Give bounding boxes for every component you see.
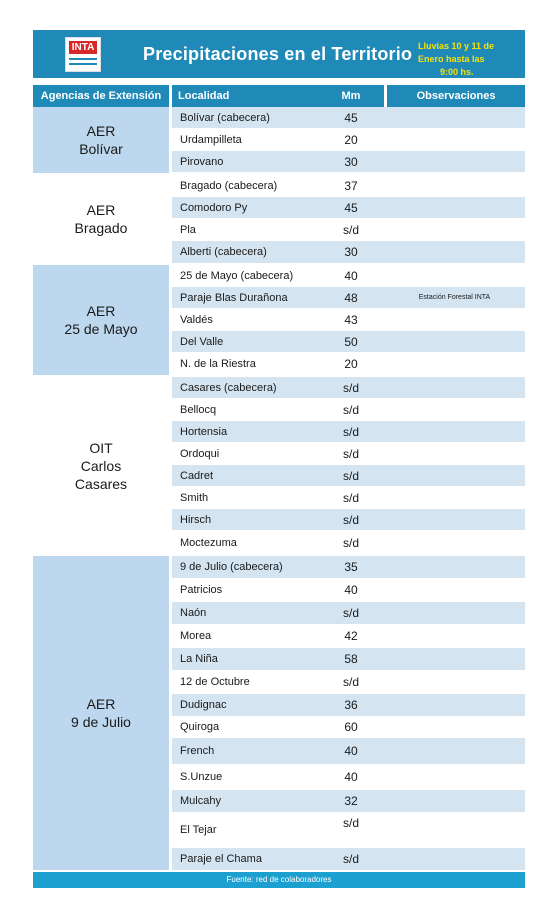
- locality-cell: Cadret: [180, 469, 214, 482]
- table-row: [172, 353, 525, 375]
- table-row: [172, 579, 525, 601]
- table-row: [172, 648, 525, 670]
- locality-cell: Casares (cabecera): [180, 381, 277, 394]
- table-row: [172, 465, 525, 486]
- column-header-locality: Localidad: [172, 85, 318, 107]
- table-row: [172, 509, 525, 530]
- table-row: [172, 790, 525, 812]
- inta-logo: [65, 37, 101, 72]
- mm-cell: 45: [344, 110, 358, 125]
- agency-name: 9 de Julio: [71, 714, 131, 730]
- mm-cell: 20: [344, 357, 358, 371]
- mm-cell: 50: [344, 334, 358, 349]
- mm-cell: s/d: [342, 446, 359, 461]
- mm-cell: s/d: [342, 222, 359, 237]
- mm-cell: s/d: [342, 852, 359, 866]
- locality-cell: Hortensia: [180, 425, 228, 438]
- agency-type: AER: [86, 202, 116, 218]
- locality-cell: Mulcahy: [180, 795, 221, 807]
- mm-cell: 40: [344, 583, 358, 597]
- table-row: [172, 377, 525, 398]
- observations-cell: Estación Forestal INTA: [418, 294, 491, 301]
- note-line-3: 9:00 hs.: [440, 67, 474, 77]
- mm-cell: 48: [344, 290, 358, 305]
- table-row: [172, 421, 525, 442]
- logo-stripe: [69, 58, 97, 60]
- agency-type: AER: [86, 696, 116, 712]
- table-row: [172, 399, 525, 420]
- agency-cell: [33, 377, 169, 554]
- note-line-1: Lluvias 10 y 11 de: [418, 41, 495, 51]
- locality-cell: Naón: [180, 607, 207, 619]
- agency-type: OIT: [89, 439, 113, 456]
- locality-cell: N. de la Riestra: [180, 358, 256, 370]
- mm-cell: 20: [344, 132, 358, 147]
- locality-cell: Del Valle: [180, 335, 224, 348]
- table-row: [172, 151, 525, 172]
- agency-name: Bolívar: [79, 141, 123, 157]
- table-row: [172, 331, 525, 352]
- locality-cell: Urdampilleta: [180, 133, 242, 146]
- locality-cell: 12 de Octubre: [180, 676, 250, 688]
- agency-name: Bragado: [74, 220, 128, 236]
- column-header-mm: Mm: [318, 85, 384, 107]
- mm-cell: s/d: [342, 380, 359, 395]
- locality-cell: 25 de Mayo (cabecera): [180, 269, 294, 282]
- logo-stripe: [69, 63, 97, 65]
- locality-cell: Alberti (cabecera): [180, 246, 267, 258]
- table-row: [172, 219, 525, 240]
- locality-cell: Moctezuma: [180, 536, 237, 549]
- mm-cell: s/d: [342, 675, 359, 689]
- mm-cell: 32: [344, 794, 358, 808]
- source-footer: Fuente: red de colaboradores: [33, 872, 525, 888]
- table-row: [172, 487, 525, 508]
- mm-cell: s/d: [342, 490, 359, 505]
- mm-cell: 37: [344, 178, 358, 193]
- locality-cell: El Tejar: [180, 824, 217, 836]
- mm-cell: 30: [344, 154, 358, 169]
- table-row: [172, 107, 525, 128]
- mm-cell: 30: [344, 245, 358, 259]
- table-row: [172, 625, 525, 647]
- table-row: [172, 531, 525, 554]
- mm-cell: 40: [344, 268, 358, 283]
- table-row: [172, 175, 525, 196]
- agency-name-line-2: Casares: [74, 475, 128, 492]
- table-row: [172, 287, 525, 308]
- header-note: [418, 40, 518, 79]
- mm-cell: s/d: [342, 535, 359, 550]
- mm-cell: 43: [344, 312, 358, 327]
- header-banner: [33, 30, 525, 78]
- table-row: [172, 813, 525, 847]
- mm-cell: s/d: [342, 816, 359, 830]
- locality-cell: Paraje Blas Durañona: [180, 291, 288, 304]
- mm-cell: s/d: [342, 402, 359, 417]
- table-row: [172, 556, 525, 578]
- table-row: [172, 602, 525, 624]
- mm-cell: 58: [344, 652, 358, 666]
- agency-name: Carlos: [80, 457, 122, 474]
- locality-cell: 9 de Julio (cabecera): [180, 561, 283, 573]
- locality-cell: Comodoro Py: [180, 201, 248, 214]
- table-row: [172, 848, 525, 870]
- locality-cell: Bragado (cabecera): [180, 179, 278, 192]
- logo-text: INTA: [69, 41, 97, 54]
- locality-cell: Ordoqui: [180, 447, 220, 460]
- agency-cell: [33, 175, 169, 263]
- table-row: [172, 443, 525, 464]
- mm-cell: 42: [344, 629, 358, 643]
- column-header-agency: Agencias de Extensión: [33, 85, 169, 107]
- locality-cell: French: [180, 745, 215, 757]
- locality-cell: Dudignac: [180, 699, 227, 711]
- mm-cell: s/d: [342, 468, 359, 483]
- mm-cell: s/d: [342, 512, 359, 527]
- agency-type: AER: [86, 123, 116, 139]
- locality-cell: Pla: [180, 223, 196, 236]
- table-row: [172, 265, 525, 286]
- table-row: [172, 309, 525, 330]
- locality-cell: Smith: [180, 491, 209, 504]
- locality-cell: Bellocq: [180, 403, 217, 416]
- mm-cell: 60: [344, 720, 358, 734]
- table-row: [172, 738, 525, 764]
- table-row: [172, 241, 525, 263]
- table-row: [172, 129, 525, 150]
- agency-cell: [33, 265, 169, 375]
- table-row: [172, 671, 525, 693]
- agency-type: AER: [86, 303, 116, 319]
- agency-cell: [33, 107, 169, 173]
- agency-cell: [33, 556, 169, 870]
- locality-cell: Bolívar (cabecera): [180, 111, 270, 124]
- page-title: Precipitaciones en el Territorio: [143, 44, 413, 64]
- locality-cell: Pirovano: [180, 155, 224, 168]
- note-line-2: Enero hasta las: [418, 54, 485, 64]
- table-row: [172, 717, 525, 737]
- table-row: [172, 694, 525, 716]
- mm-cell: 40: [344, 744, 358, 758]
- locality-cell: Patricios: [180, 584, 223, 596]
- locality-cell: Paraje el Chama: [180, 853, 262, 865]
- column-header-observations: Observaciones: [387, 85, 525, 107]
- locality-cell: Morea: [180, 630, 212, 642]
- table-row: [172, 197, 525, 218]
- mm-cell: 35: [344, 560, 358, 574]
- locality-cell: Hirsch: [180, 513, 212, 526]
- locality-cell: Quiroga: [180, 721, 220, 733]
- mm-cell: s/d: [342, 424, 359, 439]
- locality-cell: S.Unzue: [180, 771, 223, 783]
- mm-cell: 45: [344, 200, 358, 215]
- mm-cell: s/d: [342, 606, 359, 620]
- table-row: [172, 765, 525, 789]
- locality-cell: La Niña: [180, 653, 218, 665]
- locality-cell: Valdés: [180, 313, 213, 326]
- mm-cell: 36: [344, 698, 358, 712]
- mm-cell: 40: [344, 770, 358, 784]
- agency-name: 25 de Mayo: [64, 321, 138, 337]
